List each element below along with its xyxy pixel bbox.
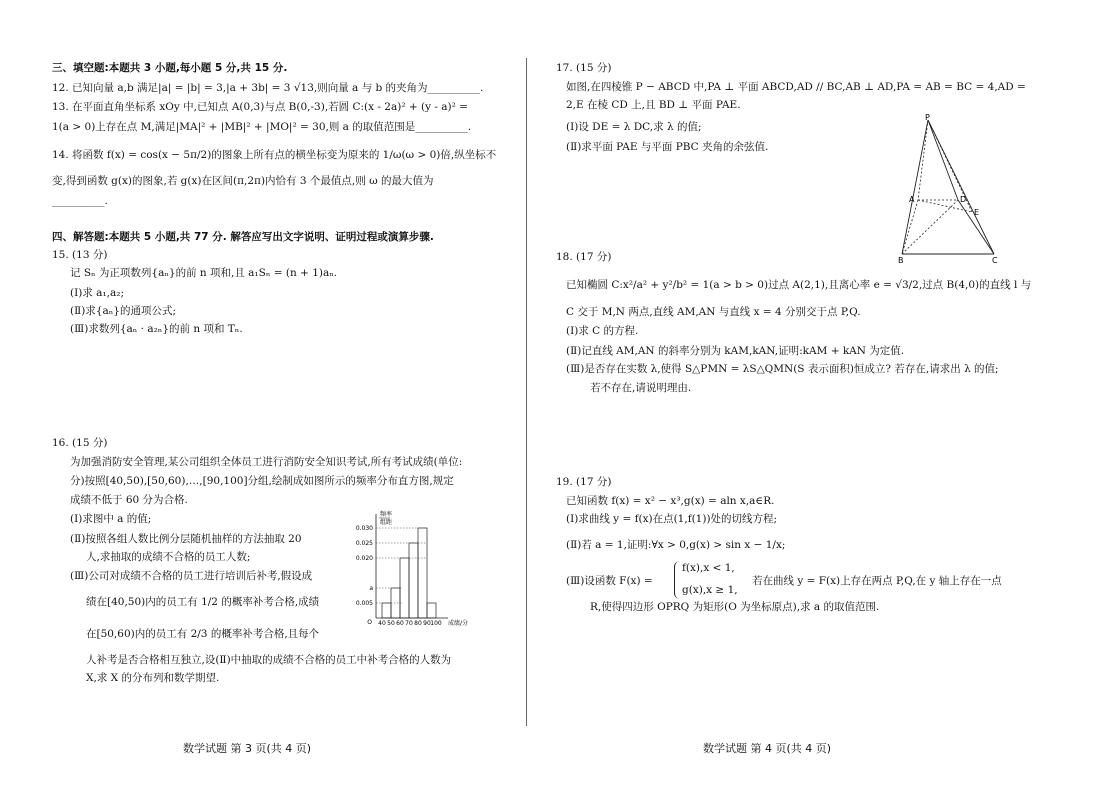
question-16-part3-line5: X,求 X 的分布列和数学期望. (86, 672, 220, 684)
question-16-part2-cont: 人,求抽取的成绩不合格的员工人数; (86, 551, 251, 563)
y-tick-label: 0.005 (355, 600, 373, 607)
question-12: 12. 已知向量 a,b 满足|a| = |b| = 3,|a + 3b| = 3 √13,则向量 a 与 b 的夹角为__________. (52, 82, 484, 94)
y-tick-label: 0.025 (355, 540, 373, 547)
question-18-line1: 已知椭圆 C:x²/a² + y²/b² = 1(a > b > 0)过点 A(2,1),且离心率 e = √3/2,过点 B(4,0)的直线 l 与 (566, 279, 1032, 291)
question-18-part3-cont: 若不存在,请说明理由. (590, 382, 692, 394)
y-tick-label: a (369, 585, 373, 592)
x-tick-label: 60 (396, 620, 404, 627)
piecewise-case1: f(x),x < 1, (682, 562, 735, 574)
histogram-bar (418, 528, 427, 618)
question-15-line1: 记 Sₙ 为正项数列{aₙ}的前 n 项和,且 a₁Sₙ = (n + 1)aₙ. (70, 267, 338, 279)
section-4-heading: 四、解答题:本题共 5 小题,共 77 分. 解答应写出文字说明、证明过程或演算步骤. (52, 231, 434, 243)
question-18-part2: (Ⅱ)记直线 AM,AN 的斜率分别为 kAM,kAN,证明:kAM + kAN 为定值. (566, 345, 905, 357)
question-17-line2: 2,E 在棱 CD 上,且 BD ⊥ 平面 PAE. (566, 99, 741, 111)
question-19-part3-label: (Ⅲ)设函数 F(x) = (566, 575, 653, 587)
question-19-part1: (Ⅰ)求曲线 y = f(x)在点(1,f(1))处的切线方程; (566, 513, 778, 525)
footer-page-4: 数学试题 第 4 页(共 4 页) (703, 742, 832, 755)
column-divider (526, 58, 527, 726)
question-19-part3-line2: R,使得四边形 OPRQ 为矩形(O 为坐标原点),求 a 的取值范围. (590, 601, 880, 613)
piecewise-case2: g(x),x ≥ 1, (682, 584, 738, 596)
vertex-c-label: C (992, 256, 998, 264)
question-19-part2: (Ⅱ)若 a = 1,证明:∀x > 0,g(x) > sin x − 1/x; (566, 539, 786, 551)
question-13-line1: 13. 在平面直角坐标系 xOy 中,已知点 A(0,3)与点 B(0,-3),若圆 C:(x - 2a)² + (y - a)² = (52, 101, 468, 113)
question-16-part1: (Ⅰ)求图中 a 的值; (70, 513, 152, 525)
piecewise-brace (674, 561, 681, 599)
question-16-line1: 为加强消防安全管理,某公司组织全体员工进行消防安全知识考试,所有考试成绩(单位: (70, 456, 463, 468)
origin-label: O (367, 619, 372, 626)
x-axis-label: 成绩/分 (448, 620, 469, 627)
vertex-b-label: B (898, 256, 904, 264)
question-13-line2: 1(a > 0)上存在点 M,满足|MA|² + |MB|² + |MO|² = 30,则 a 的取值范围是__________. (52, 121, 472, 133)
x-tick-label: 50 (387, 620, 395, 627)
question-15-part3: (Ⅲ)求数列{aₙ · a₂ₙ}的前 n 项和 Tₙ. (70, 323, 243, 335)
vertex-a-label: A (909, 195, 915, 204)
y-tick-label: 0.030 (355, 525, 373, 532)
footer-page-3: 数学试题 第 3 页(共 4 页) (183, 742, 312, 755)
x-tick-label: 80 (414, 620, 422, 627)
edge-pc (928, 120, 994, 254)
question-16-part3-line3: 在[50,60)内的员工有 2/3 的概率补考合格,且每个 (86, 628, 320, 640)
question-18-line2: C 交于 M,N 两点,直线 AM,AN 与直线 x = 4 分别交于点 P,Q. (566, 306, 861, 318)
y-axis-label-top: 频率 (380, 511, 393, 518)
question-16-part2: (Ⅱ)按照各组人数比例分层随机抽样的方法抽取 20 (70, 533, 302, 545)
question-16-title: 16. (15 分) (52, 437, 108, 449)
question-17-title: 17. (15 分) (556, 62, 612, 74)
x-tick-label: 100 (430, 620, 442, 627)
frequency-histogram (342, 508, 482, 628)
question-15-part2: (Ⅱ)求{aₙ}的通项公式; (70, 305, 177, 317)
edge-ab (902, 200, 918, 254)
histogram-bar (427, 603, 436, 618)
y-axis-label-bottom: 组距 (380, 519, 393, 526)
question-15-title: 15. (13 分) (52, 249, 108, 261)
histogram-bar (409, 543, 418, 618)
y-tick-label: 0.020 (355, 555, 373, 562)
vertex-d-label: D (960, 195, 967, 204)
edge-pd (928, 120, 958, 200)
edge-pa (918, 120, 928, 200)
vertex-e-label: E (974, 208, 980, 217)
question-19-line1: 已知函数 f(x) = x² − x³,g(x) = aln x,a∈R. (566, 495, 775, 507)
question-16-part3: (Ⅲ)公司对成绩不合格的员工进行培训后补考,假设成 (70, 570, 313, 582)
question-16-line3: 成绩不低于 60 分为合格. (70, 494, 188, 506)
question-16-part3-line4: 人补考是否合格相互独立,设(Ⅱ)中抽取的成绩不合格的员工中补考合格的人数为 (86, 654, 452, 666)
question-17-part1: (Ⅰ)设 DE = λ DC,求 λ 的值; (566, 121, 702, 133)
question-15-part1: (Ⅰ)求 a₁,a₂; (70, 287, 124, 299)
question-14-line1: 14. 将函数 f(x) = cos(x − 5π/2)的图象上所有点的横坐标变为原来的 1/ω(ω > 0)倍,纵坐标不 (52, 149, 497, 161)
vertex-p-label: P (925, 114, 930, 122)
question-18-title: 18. (17 分) (556, 251, 612, 263)
histogram-bar (382, 603, 391, 618)
question-14-line3: __________. (52, 195, 108, 207)
question-18-part1: (Ⅰ)求 C 的方程. (566, 325, 639, 337)
edge-pb (902, 120, 928, 254)
question-14-line2: 变,得到函数 g(x)的图象,若 g(x)在区间(π,2π)内恰有 3 个最值点,则 ω 的最大值为 (52, 175, 434, 187)
pyramid-figure (896, 114, 1006, 264)
question-16-line2: 分)按照[40,50),[50,60),…,[90,100]分组,绘制成如图所示的频率分布直方图,规定 (70, 475, 454, 487)
section-3-heading: 三、填空题:本题共 3 小题,每小题 5 分,共 15 分. (52, 62, 288, 74)
question-19-part3-line1: 若在曲线 y = F(x)上存在两点 P,Q,在 y 轴上存在一点 (752, 575, 1002, 587)
x-tick-label: 40 (378, 620, 386, 627)
question-18-part3: (Ⅲ)是否存在实数 λ,使得 S△PMN = λS△QMN(S 表示面积)恒成立? 若存在,请求出 λ 的值; (566, 363, 999, 375)
question-16-part3-line2: 绩在[40,50)内的员工有 1/2 的概率补考合格,成绩 (86, 596, 320, 608)
x-tick-label: 90 (423, 620, 431, 627)
x-tick-label: 70 (405, 620, 413, 627)
question-17-part2: (Ⅱ)求平面 PAE 与平面 PBC 夹角的余弦值. (566, 141, 769, 153)
question-17-line1: 如图,在四棱锥 P − ABCD 中,PA ⊥ 平面 ABCD,AD // BC,AB ⊥ AD,PA = AB = BC = 4,AD = (566, 81, 1026, 93)
question-19-title: 19. (17 分) (556, 476, 612, 488)
